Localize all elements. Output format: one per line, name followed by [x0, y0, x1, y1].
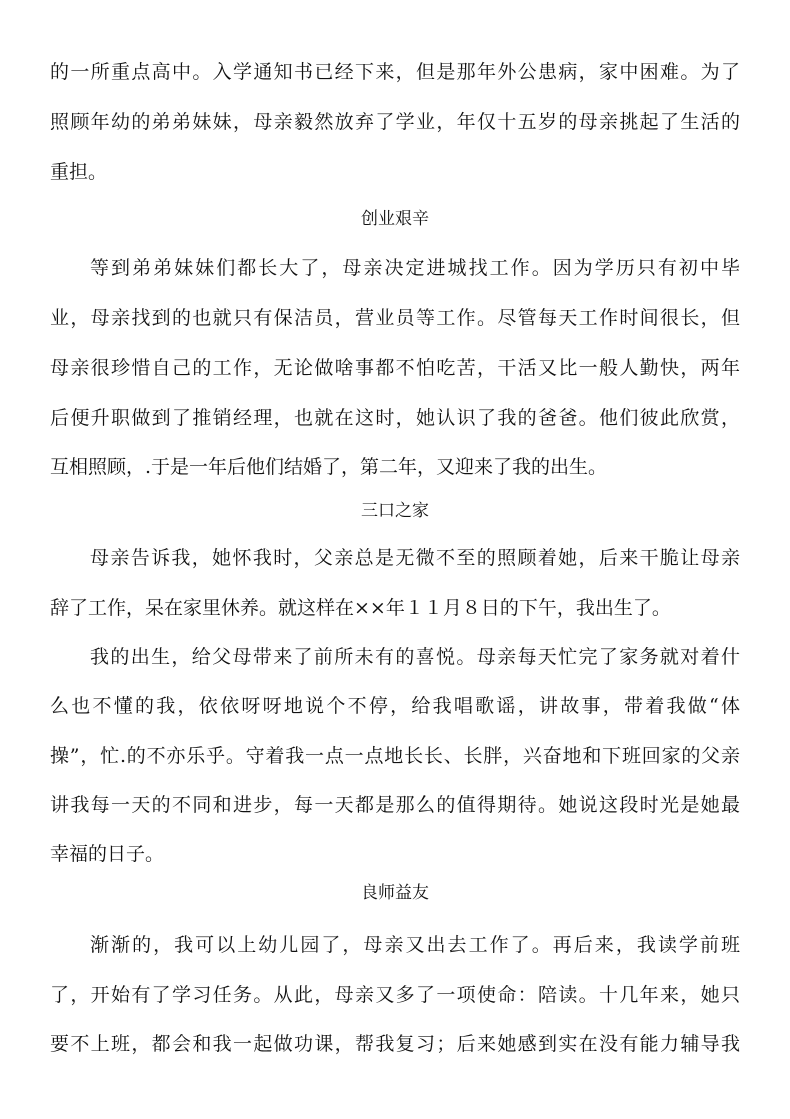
- paragraph-5-line-2: 了，开始有了学习任务。从此，母亲又多了一项使命：陪读。十几年来，她只: [50, 984, 740, 1006]
- paragraph-4-line-4: 讲我每一天的不同和进步，每一天都是那么的值得期待。她说这段时光是她最: [50, 794, 740, 816]
- paragraph-1-line-3: 重担。: [50, 161, 108, 183]
- paragraph-2-line-5: 互相照顾，.于是一年后他们结婚了，第二年，又迎来了我的出生。: [50, 456, 608, 478]
- paragraph-4-line-3: 操”，忙.的不亦乐乎。守着我一点一点地长长、长胖，兴奋地和下班回家的父亲: [50, 745, 740, 767]
- paragraph-2-line-2: 业，母亲找到的也就只有保洁员，营业员等工作。尽管每天工作时间很长，但: [50, 307, 740, 329]
- section-heading-entrepreneurship: 创业艰辛: [361, 209, 429, 229]
- paragraph-2-line-4: 后便升职做到了推销经理，也就在这时，她认识了我的爸爸。他们彼此欣赏，: [50, 407, 740, 429]
- section-heading-family-of-three: 三口之家: [361, 501, 429, 521]
- paragraph-5-line-1: 渐渐的，我可以上幼儿园了，母亲又出去工作了。再后来，我读学前班: [90, 934, 740, 956]
- paragraph-3-line-2: 辞了工作，呆在家里休养。就这样在××年１１月８日的下午，我出生了。: [50, 597, 671, 619]
- paragraph-4-line-2: 么也不懂的我，依依呀呀地说个不停，给我唱歌谣，讲故事，带着我做“体: [50, 695, 740, 717]
- paragraph-5-line-3: 要不上班，都会和我一起做功课，帮我复习；后来她感到实在没有能力辅导我: [50, 1033, 740, 1055]
- paragraph-2-line-3: 母亲很珍惜自己的工作，无论做啥事都不怕吃苦，干活又比一般人勤快，两年: [50, 357, 740, 379]
- paragraph-1-line-1: 的一所重点高中。入学通知书已经下来，但是那年外公患病，家中困难。为了: [50, 61, 740, 83]
- paragraph-3-line-1: 母亲告诉我，她怀我时，父亲总是无微不至的照顾着她，后来干脆让母亲: [90, 547, 740, 569]
- section-heading-mentor-and-friend: 良师益友: [361, 883, 429, 903]
- paragraph-4-line-5: 幸福的日子。: [50, 843, 165, 865]
- paragraph-2-line-1: 等到弟弟妹妹们都长大了，母亲决定进城找工作。因为学历只有初中毕: [90, 257, 740, 279]
- paragraph-1-line-2: 照顾年幼的弟弟妹妹，母亲毅然放弃了学业，年仅十五岁的母亲挑起了生活的: [50, 111, 740, 133]
- paragraph-4-line-1: 我的出生，给父母带来了前所未有的喜悦。母亲每天忙完了家务就对着什: [90, 646, 740, 668]
